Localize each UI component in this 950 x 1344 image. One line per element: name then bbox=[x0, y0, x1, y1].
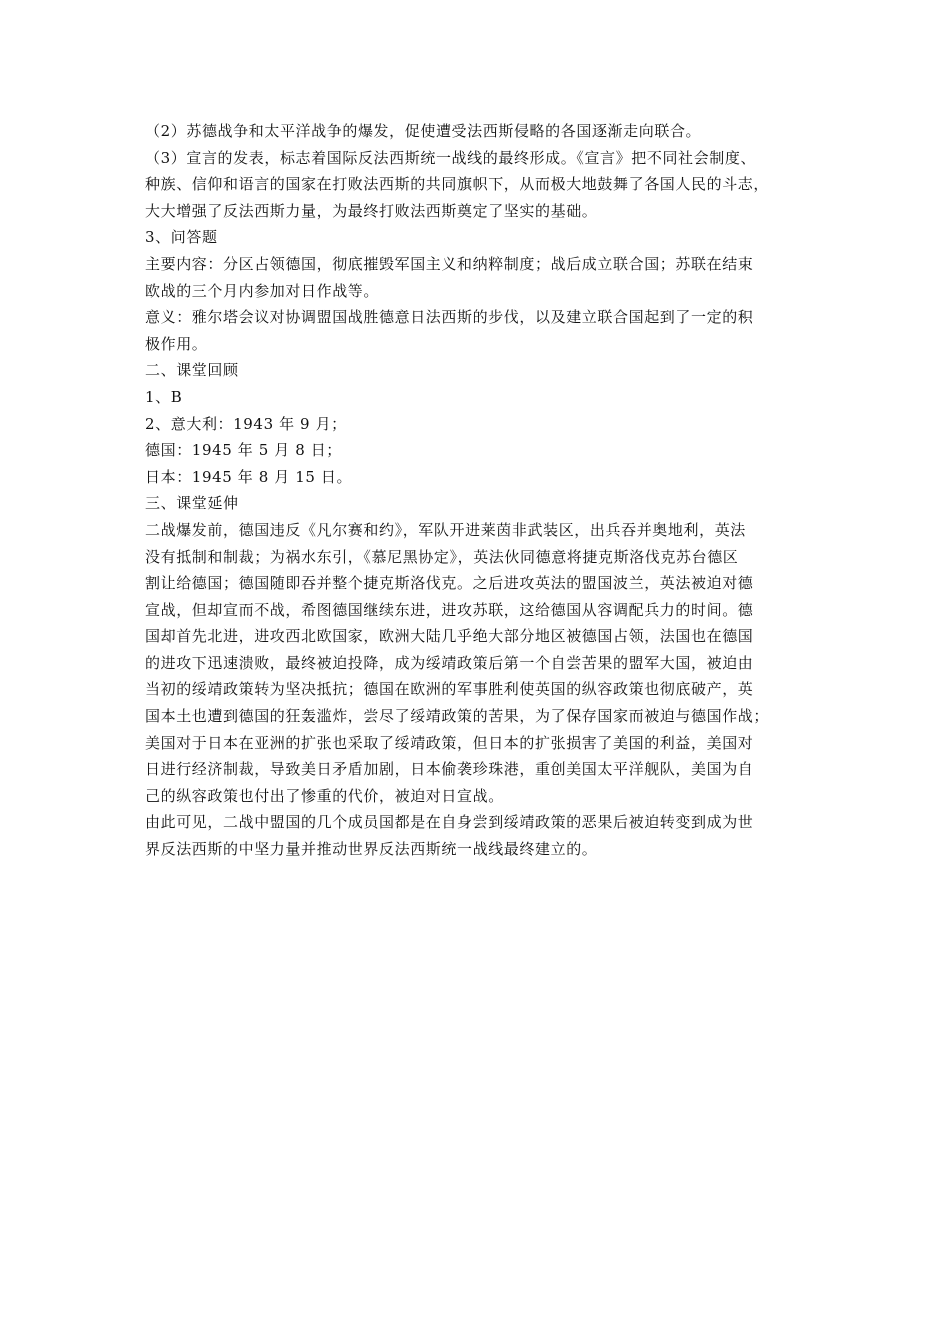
text-line: 1、B bbox=[145, 387, 183, 406]
text-line: 2、意大利：1943 年 9 月； bbox=[145, 414, 347, 433]
text-line: 二战爆发前，德国违反《凡尔赛和约》，军队开进莱茵非武装区，出兵吞并奥地利，英法 bbox=[145, 520, 746, 539]
text-line: 国本土也遭到德国的狂轰滥炸，尝尽了绥靖政策的苦果，为了保存国家而被迫与德国作战； bbox=[145, 707, 770, 726]
text-line: 大大增强了反法西斯力量，为最终打败法西斯奠定了坚实的基础。 bbox=[145, 201, 598, 220]
text-line: 德国：1945 年 5 月 8 日； bbox=[145, 441, 342, 460]
text-line: 主要内容：分区占领德国，彻底摧毁军国主义和纳粹制度；战后成立联合国；苏联在结束 bbox=[145, 254, 754, 273]
text-line: 当初的绥靖政策转为坚决抵抗；德国在欧洲的军事胜利使英国的纵容政策也彻底破产，英 bbox=[145, 680, 754, 699]
text-line: 国却首先北进，进攻西北欧国家，欧洲大陆几乎绝大部分地区被德国占领，法国也在德国 bbox=[145, 627, 754, 646]
text-line: 意义：雅尔塔会议对协调盟国战胜德意日法西斯的步伐，以及建立联合国起到了一定的积 bbox=[145, 308, 754, 327]
section-heading: 3、问答题 bbox=[145, 228, 218, 247]
text-line: 美国对于日本在亚洲的扩张也采取了绥靖政策，但日本的扩张损害了美国的利益，美国对 bbox=[145, 733, 754, 752]
text-line: 的进攻下迅速溃败，最终被迫投降，成为绥靖政策后第一个自尝苦果的盟军大国，被迫由 bbox=[145, 653, 754, 672]
section-heading: 二、课堂回顾 bbox=[145, 361, 239, 380]
text-line: 欧战的三个月内参加对日作战等。 bbox=[145, 281, 380, 300]
document-body bbox=[145, 118, 815, 863]
text-line: 极作用。 bbox=[145, 334, 208, 353]
text-line: 日本：1945 年 8 月 15 日。 bbox=[145, 467, 353, 486]
text-line: 日进行经济制裁，导致美日矛盾加剧，日本偷袭珍珠港，重创美国太平洋舰队，美国为自 bbox=[145, 760, 754, 779]
text-line: 由此可见，二战中盟国的几个成员国都是在自身尝到绥靖政策的恶果后被迫转变到成为世 bbox=[145, 813, 754, 832]
text-line: 宣战，但却宣而不战，希图德国继续东进，进攻苏联，这给德国从容调配兵力的时间。德 bbox=[145, 600, 754, 619]
text-line: 己的纵容政策也付出了惨重的代价，被迫对日宣战。 bbox=[145, 786, 504, 805]
text-line: 没有抵制和制裁；为祸水东引，《慕尼黑协定》，英法伙同德意将捷克斯洛伐克苏台德区 bbox=[145, 547, 739, 566]
text-line: 割让给德国；德国随即吞并整个捷克斯洛伐克。之后进攻英法的盟国波兰，英法被迫对德 bbox=[145, 574, 754, 593]
text-line: （3）宣言的发表，标志着国际反法西斯统一战线的最终形成。《宣言》把不同社会制度、 bbox=[145, 148, 757, 167]
text-line: 界反法西斯的中坚力量并推动世界反法西斯统一战线最终建立的。 bbox=[145, 840, 598, 859]
text-line: 种族、信仰和语言的国家在打败法西斯的共同旗帜下，从而极大地鼓舞了各国人民的斗志， bbox=[145, 175, 770, 194]
section-heading: 三、课堂延伸 bbox=[145, 494, 239, 513]
text-line: （2）苏德战争和太平洋战争的爆发，促使遭受法西斯侵略的各国逐渐走向联合。 bbox=[145, 122, 702, 140]
